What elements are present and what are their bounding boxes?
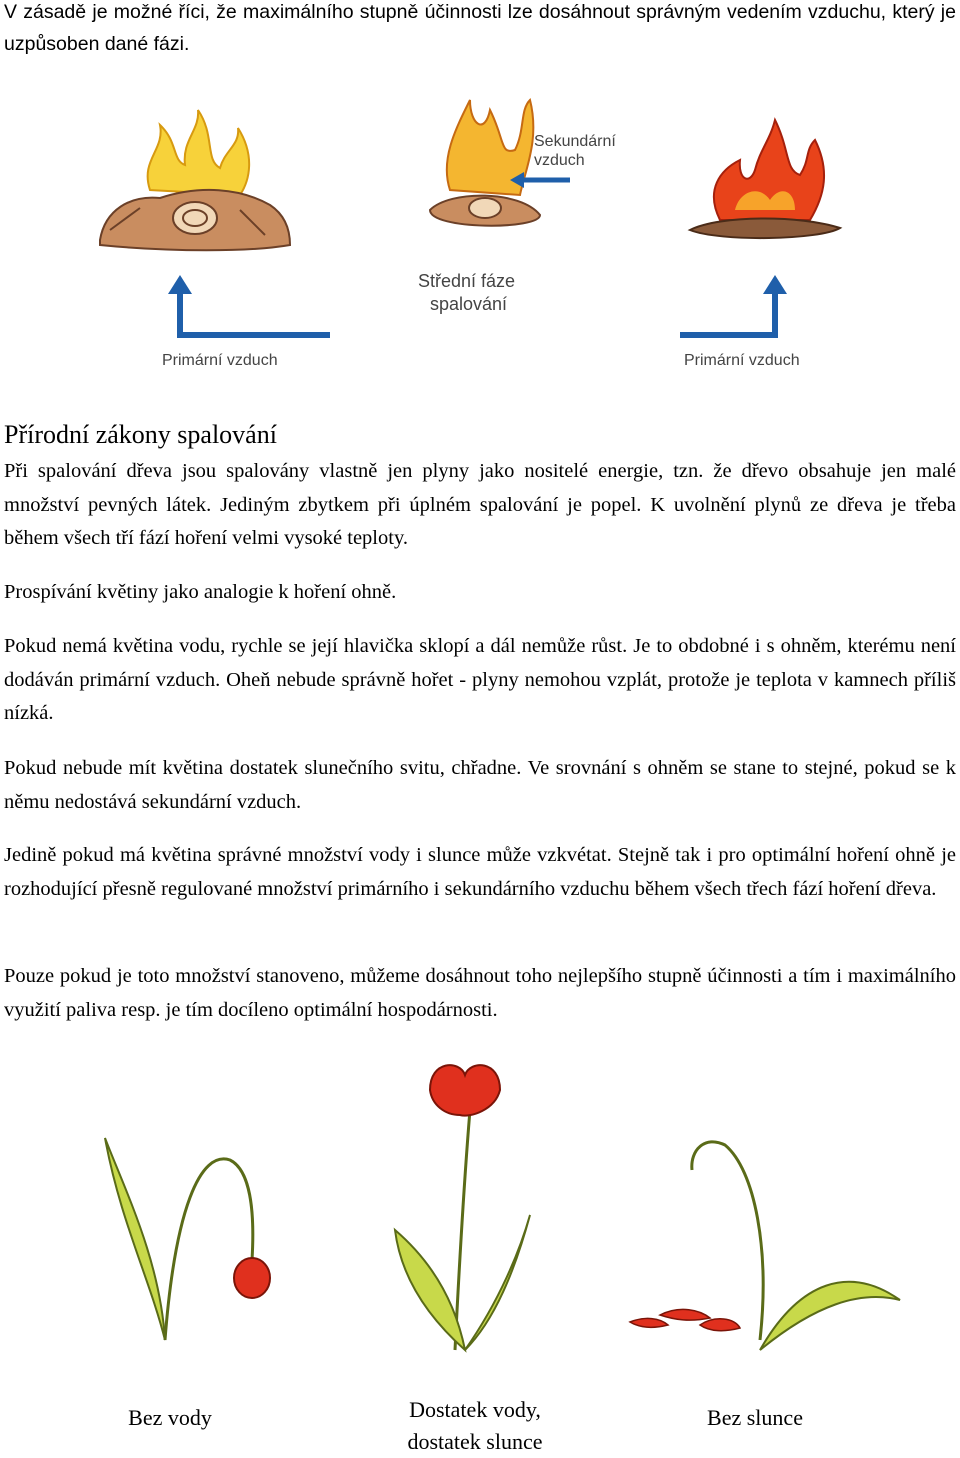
paragraph-no-water: Pokud nemá květina vodu, rychle se její hlavička sklopí a dál nemůže růst. Je to obdobné i s ohněm, kterému není dodáván primární vzduch. Oheň nebude správně hořet - plyny nemohou vzplát, protože je teplota v kamnech příliš nízká. — [4, 635, 956, 724]
label-primary-air-right: Primární vzduch — [684, 352, 800, 369]
flower-without-sun — [630, 1142, 900, 1350]
label-middle-phase-1: Střední fáze — [418, 271, 516, 291]
flowers-illustration — [0, 1050, 960, 1400]
caption-without-sun: Bez slunce — [707, 1405, 803, 1430]
primary-air-arrow-left — [180, 290, 330, 335]
caption-water-sun-line2: dostatek slunce — [407, 1429, 543, 1454]
fire-left-illustration — [100, 110, 290, 250]
caption-water-sun-line1: Dostatek vody, — [409, 1397, 541, 1422]
caption-without-water: Bez vody — [128, 1405, 212, 1430]
combustion-diagram — [0, 80, 960, 380]
label-middle-phase-2: spalování — [430, 294, 508, 314]
label-secondary-air-2: vzduch — [534, 152, 585, 169]
intro-paragraph: V zásadě je možné říci, že maximálního stupně účinnosti lze dosáhnout správným vedením vzduchu, který je uzpůsoben dané fázi. — [4, 1, 956, 55]
primary-air-arrow-right — [680, 290, 775, 335]
label-primary-air-left: Primární vzduch — [162, 352, 278, 369]
fire-right-illustration — [690, 120, 840, 238]
paragraph-no-sun: Pokud nebude mít květina dostatek slunečního svitu, chřadne. Ve srovnání s ohněm se stane to stejné, pokud se k němu nedostává sekundární vzduch. — [4, 757, 956, 813]
fire-middle-illustration — [430, 100, 540, 226]
paragraph-water-and-sun: Jedině pokud má květina správné množství vody i slunce může vzkvétat. Stejně tak i pro optimální hoření ohně je rozhodující přesně regulované množství primárního i sekundárního vzduchu během všech třech fází hoření dřeva. — [4, 844, 956, 900]
flower-without-water — [105, 1138, 270, 1340]
label-secondary-air-1: Sekundární — [534, 133, 616, 150]
paragraph-conclusion: Pouze pokud je toto množství stanoveno, můžeme dosáhnout toho nejlepšího stupně účinnosti a tím i maximálního využití paliva resp. je tím docíleno optimální hospodárnosti. — [4, 965, 956, 1021]
flower-with-water-and-sun — [395, 1065, 530, 1350]
paragraph-analogy: Prospívání květiny jako analogie k hoření ohně. — [4, 581, 397, 603]
paragraph-combustion: Při spalování dřeva jsou spalovány vlastně jen plyny jako nositelé energie, tzn. že dřevo obsahuje jen malé množství pevných látek. Jediným zbytkem při úplném spalování je popel. K uvolnění plynů ze dřeva je třeba během všech tří fází hoření velmi vysoké teploty. — [4, 460, 956, 549]
section-heading: Přírodní zákony spalování — [4, 420, 277, 449]
